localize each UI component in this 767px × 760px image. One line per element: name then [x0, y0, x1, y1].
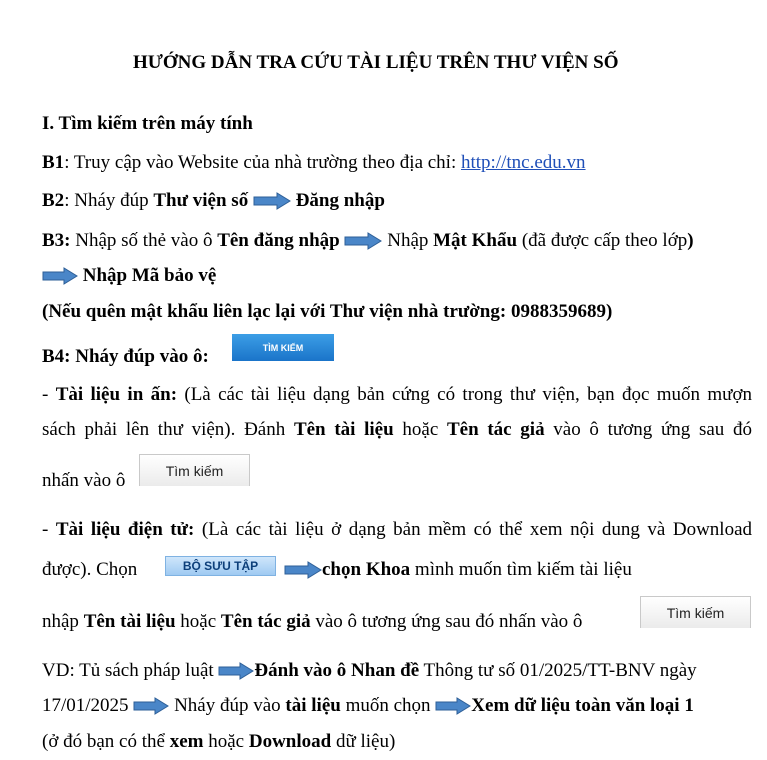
- arrow-right-icon: [344, 232, 382, 250]
- step-b3-cont: [42, 264, 216, 288]
- download-text: Download: [248, 731, 332, 752]
- paragraph-text: sách phải lên thư viện). Đánh: [42, 419, 294, 440]
- step-text: (đã được cấp theo lớp: [517, 230, 688, 251]
- paragraph-text: (ở đó bạn có thể: [42, 731, 170, 752]
- paragraph-text: nhập: [42, 611, 84, 632]
- password-text: Mật Khẩu: [433, 230, 518, 251]
- bullet: -: [42, 519, 56, 540]
- document-text: tài liệu: [285, 695, 341, 716]
- website-link[interactable]: http://tnc.edu.vn: [461, 152, 586, 173]
- choose-faculty-text: chọn Khoa: [322, 559, 411, 580]
- paragraph-text: VD: Tủ sách pháp luật: [42, 660, 214, 681]
- captcha-text: Nhập Mã bảo vệ: [82, 265, 217, 286]
- arrow-right-icon: [133, 697, 169, 715]
- paragraph-text: hoặc: [203, 731, 249, 752]
- digital-library-text: Thư viện số: [153, 190, 249, 211]
- doc-title-text: Tên tài liệu: [293, 419, 394, 440]
- arrow-right-icon: [435, 697, 471, 715]
- step-label: B2: [42, 190, 65, 211]
- step-b2: [42, 189, 385, 213]
- printed-docs-line3: nhấn vào ô: [42, 470, 126, 491]
- arrow-right-icon: [42, 267, 78, 285]
- step-text: Nhập: [387, 230, 434, 251]
- username-text: Tên đăng nhập: [217, 230, 340, 251]
- bullet: -: [42, 384, 56, 405]
- search-button-image: Tìm kiếm: [640, 596, 751, 628]
- step-text: ): [687, 230, 694, 251]
- example-line3: [42, 730, 395, 754]
- author-text: Tên tác giả: [220, 611, 311, 632]
- digital-docs-line3: [42, 610, 582, 634]
- search-button-image: TÌM KIẾM: [232, 334, 334, 361]
- paragraph-text: dữ liệu): [331, 731, 396, 752]
- step-b4: B4: Nháy đúp vào ô:: [42, 346, 209, 367]
- arrow-right-icon: [284, 561, 322, 579]
- paragraph-text: Thông tư số 01/2025/TT-BNV ngày: [419, 660, 697, 681]
- step-b1: [42, 151, 586, 175]
- login-text: Đăng nhập: [295, 190, 385, 211]
- digital-docs-line2a: được). Chọn: [42, 559, 138, 580]
- forgot-password-note: (Nếu quên mật khẩu liên lạc lại với Thư viện nhà trường: 0988359689): [42, 301, 613, 322]
- step-label: B1: [42, 152, 65, 173]
- digital-docs-label: Tài liệu điện tử:: [55, 519, 195, 540]
- paragraph-text: 17/01/2025: [42, 695, 129, 716]
- view-fulltext-text: Xem dữ liệu toàn văn loại 1: [471, 695, 694, 716]
- printed-docs-line1: [42, 383, 752, 407]
- digital-docs-line2b: [284, 558, 632, 582]
- example-line2: [42, 694, 694, 718]
- page-title: HƯỚNG DẪN TRA CỨU TÀI LIỆU TRÊN THƯ VIỆN SỐ: [133, 52, 619, 73]
- digital-docs-line1: [42, 518, 752, 542]
- arrow-right-icon: [218, 662, 254, 680]
- step-label: B3:: [42, 230, 71, 251]
- arrow-right-icon: [253, 192, 291, 210]
- example-line1: [42, 659, 697, 683]
- paragraph-text: vào ô tương ứng sau đó: [544, 419, 752, 440]
- step-text: : Nháy đúp: [64, 190, 154, 211]
- paragraph-text: (Là các tài liệu dạng bản cứng có trong thư viện, bạn đọc muốn mượn: [177, 384, 752, 405]
- search-button-image: Tìm kiếm: [139, 454, 250, 486]
- step-text: Nhập số thẻ vào ô: [70, 230, 218, 251]
- collection-button-image: BỘ SƯU TẬP: [165, 556, 276, 576]
- paragraph-text: Nháy đúp vào: [169, 695, 286, 716]
- paragraph-text: muốn chọn: [340, 695, 431, 716]
- view-text: xem: [169, 731, 204, 752]
- doc-title-text: Tên tài liệu: [83, 611, 176, 632]
- title-field-text: Đánh vào ô Nhan đề: [254, 660, 420, 681]
- paragraph-text: vào ô tương ứng sau đó nhấn vào ô: [310, 611, 583, 632]
- paragraph-text: (Là các tài liệu ở dạng bản mềm có thể xem nội dung và Download: [194, 519, 753, 540]
- step-b3: [42, 229, 694, 253]
- section-heading: I. Tìm kiếm trên máy tính: [42, 113, 253, 134]
- author-text: Tên tác giả: [446, 419, 545, 440]
- paragraph-text: hoặc: [393, 419, 447, 440]
- printed-docs-label: Tài liệu in ấn:: [55, 384, 178, 405]
- paragraph-text: hoặc: [175, 611, 221, 632]
- paragraph-text: mình muốn tìm kiếm tài liệu: [410, 559, 632, 580]
- printed-docs-line2: [42, 418, 752, 442]
- step-text: : Truy cập vào Website của nhà trường theo địa chỉ:: [64, 152, 461, 173]
